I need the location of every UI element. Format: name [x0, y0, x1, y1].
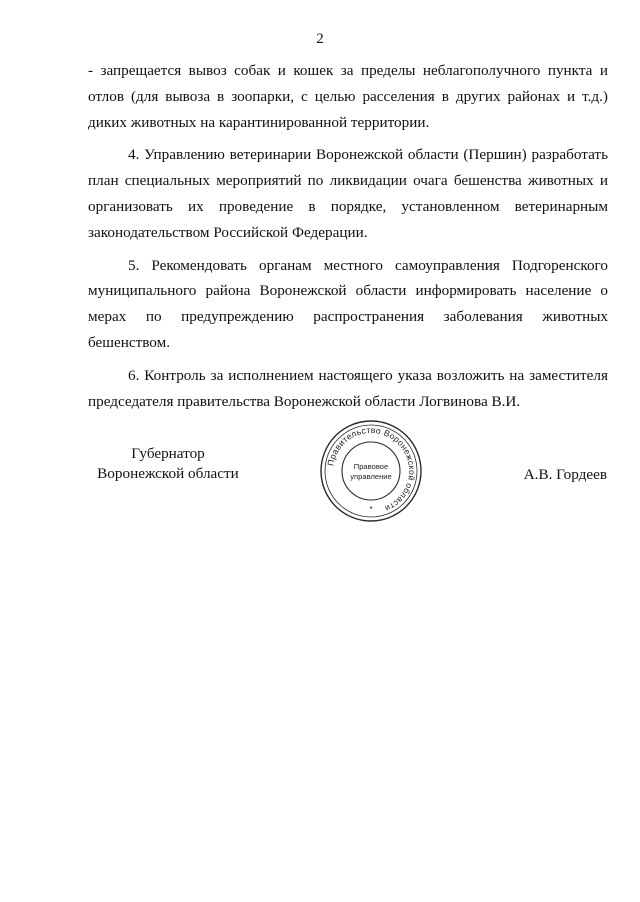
- signatory-title-line2: Воронежской области: [97, 465, 239, 482]
- document-body: [88, 58, 608, 421]
- paragraph-dog-cat-export-ban: - запрещается вывоз собак и кошек за пределы неблагополучного пункта и отлов (для вывоза в зоопарки, с целью расселения в других районах и т.д.) диких животных на карантинированной территории.: [88, 62, 608, 131]
- paragraph-6-control: 6. Контроль за исполнением настоящего указа возложить на заместителя председателя правительства Воронежской области Логвинова В.И.: [88, 366, 608, 410]
- seal-ring-text: Правительство Воронежской области: [325, 424, 418, 515]
- signatory-name: А.В. Гордеев: [523, 466, 607, 483]
- signatory-title: [88, 444, 248, 484]
- signatory-title-line1: Губернатор: [131, 445, 205, 462]
- paragraph-5-inform-population: 5. Рекомендовать органам местного самоуправления Подгоренского муниципального района Воронежской области информировать население о мерах по предупреждению распространения заболевания животных бешенством.: [88, 256, 608, 351]
- seal-center-line2: управление: [350, 472, 392, 481]
- page-number: 2: [316, 31, 324, 47]
- seal-star-icon: *: [369, 505, 373, 514]
- seal-center-line1: Правовое: [353, 462, 389, 471]
- official-stamp: [318, 418, 424, 524]
- paragraph-4-veterinary-plan: 4. Управлению ветеринарии Воронежской области (Першин) разработать план специальных мероприятий по ликвидации очага бешенства животных и организовать их проведение в порядке, установленном ветеринарным законодательством Российской Федерации.: [88, 146, 608, 241]
